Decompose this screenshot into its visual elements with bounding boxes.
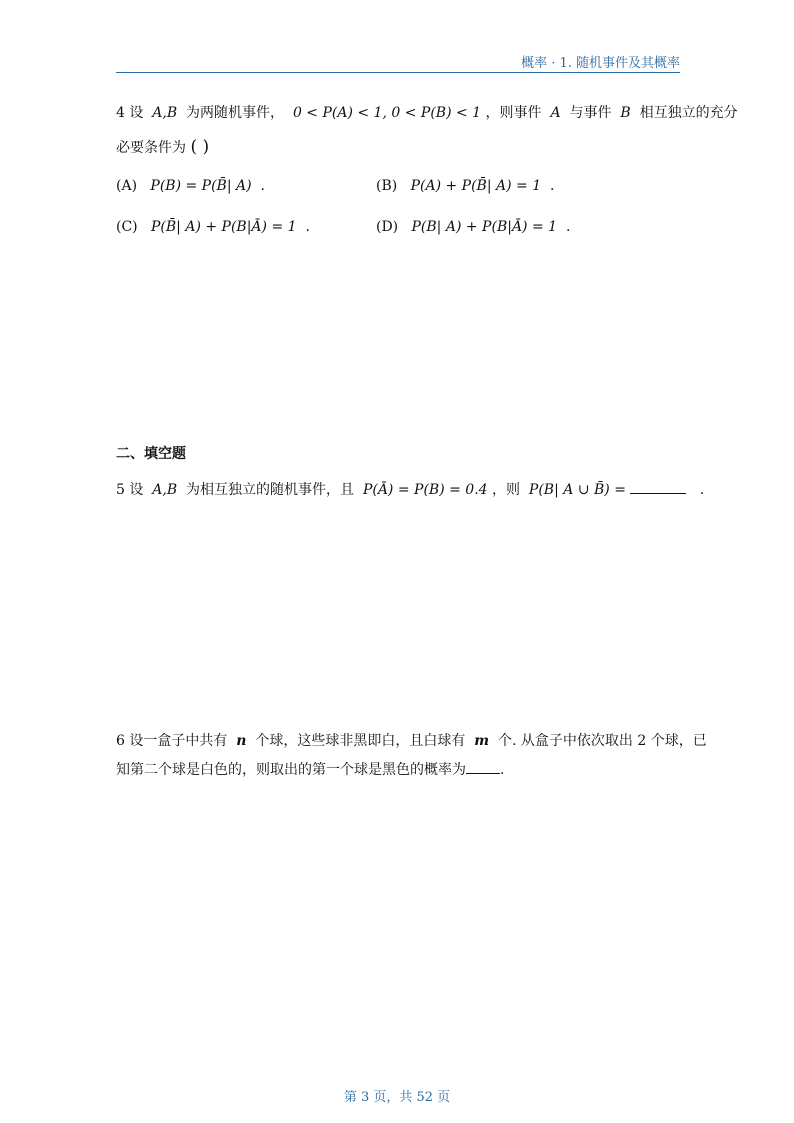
section-title: 二、填空题 — [116, 446, 186, 462]
q4-line1 — [116, 103, 738, 123]
q5-answer-blank[interactable] — [630, 493, 686, 494]
q5-condition: P(Ā) = P(B) = 0.4 — [362, 482, 488, 498]
q6-n: n — [236, 733, 247, 749]
option-label: (B) — [376, 178, 398, 194]
option-formula: P(B| A) + P(B|Ā) = 1 — [411, 219, 558, 235]
q4-option-c — [116, 217, 310, 237]
q4-line2 — [116, 137, 209, 158]
q4-prefix: 4 设 — [116, 105, 144, 121]
q4-vars: A,B — [152, 105, 178, 121]
q4-line2-text: 必要条件为 — [116, 140, 186, 156]
header-title: 概率 · 1. 随机事件及其概率 — [521, 56, 680, 71]
q6-prefix: 6 设一盒子中共有 — [116, 733, 228, 749]
q6-mid2: 个. 从盒子中依次取出 2 个球，已 — [498, 733, 707, 749]
q5-ask: P(B| A ∪ B̄) = — [528, 482, 626, 498]
q5-vars: A,B — [152, 482, 178, 498]
q6-line2-text: 知第二个球是白色的，则取出的第一个球是黑色的概率为 — [116, 762, 466, 778]
q6-m: m — [474, 733, 490, 749]
option-dot: . — [305, 219, 310, 235]
option-dot: . — [260, 178, 265, 194]
option-dot: . — [565, 219, 571, 235]
q4-condition: 0 < P(A) < 1, 0 < P(B) < 1 — [292, 105, 482, 121]
q4-option-b — [376, 176, 554, 196]
q4-event-b: B — [620, 105, 631, 121]
q4-option-d — [376, 217, 570, 237]
q6-mid1: 个球，这些球非黑即白，且白球有 — [255, 733, 466, 749]
header-rule — [116, 72, 680, 73]
q5-prefix: 5 设 — [116, 482, 144, 498]
q6-line1 — [116, 731, 707, 751]
q6-dot: . — [500, 762, 505, 778]
q4-option-a — [116, 176, 265, 196]
option-formula: P(B̄| A) + P(B|Ā) = 1 — [151, 219, 297, 235]
q6-answer-blank[interactable] — [466, 773, 500, 774]
q4-suffix: ，则事件 — [485, 105, 542, 121]
option-dot: . — [550, 178, 555, 194]
option-formula: P(B) = P(B̄| A) — [150, 178, 252, 194]
option-label: (C) — [116, 219, 138, 235]
page-number: 第 3 页，共 52 页 — [343, 1090, 451, 1105]
q4-and: 与事件 — [569, 105, 612, 121]
q5-mid: 为相互独立的随机事件，且 — [186, 482, 355, 498]
q6-line2 — [116, 760, 504, 780]
option-label: (A) — [116, 178, 138, 194]
q5-then: ，则 — [492, 482, 521, 498]
q5-line — [116, 480, 704, 500]
q4-end: 相互独立的充分 — [639, 105, 738, 121]
page-header — [116, 52, 680, 72]
option-formula: P(A) + P(B̄| A) = 1 — [410, 178, 542, 194]
q4-event-a: A — [550, 105, 561, 121]
option-label: (D) — [376, 219, 399, 235]
q4-mid: 为两随机事件， — [186, 105, 285, 121]
q5-dot: . — [699, 482, 705, 498]
q4-answer-bracket: ( ) — [190, 137, 210, 157]
